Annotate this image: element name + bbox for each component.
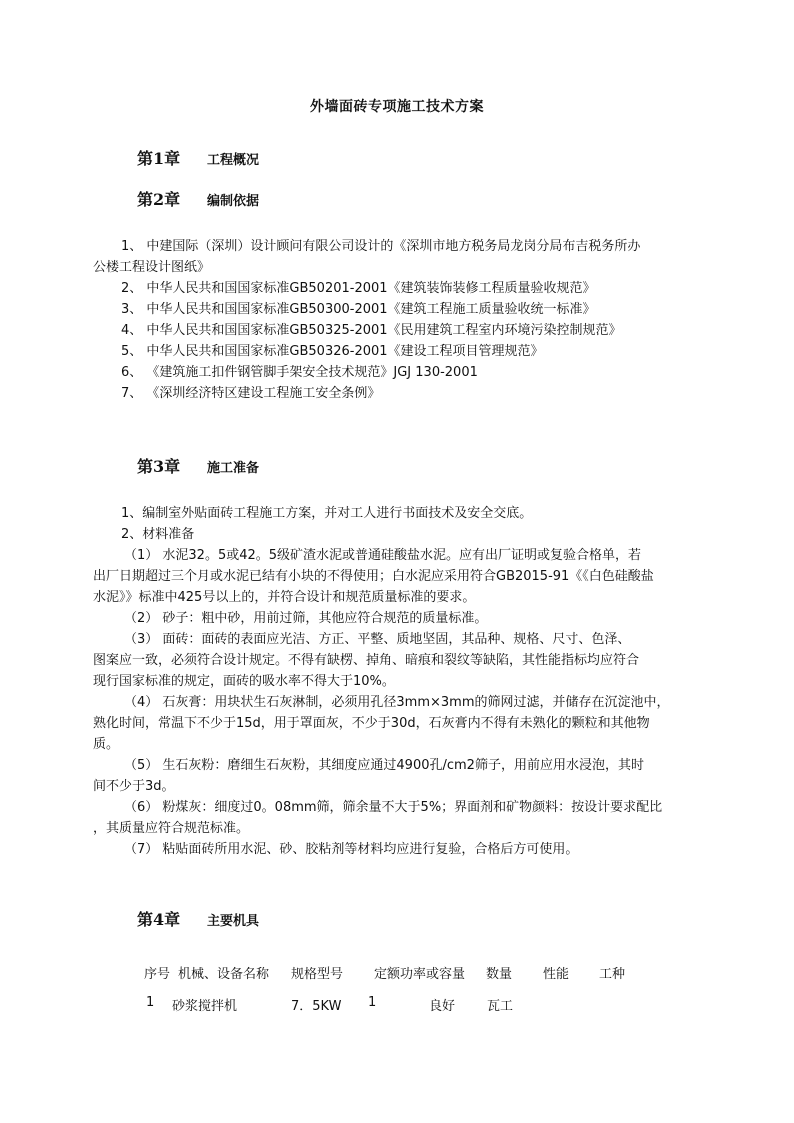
material-item-5-line-2: 间不少于3d。 xyxy=(93,779,175,794)
basis-item-1: 1、 中建国际（深圳）设计顾问有限公司设计的《深圳市地方税务局龙岗分局布吉税务所办 xyxy=(121,239,641,254)
material-item-4: （4） 石灰膏：用块状生石灰淋制，必须用孔径3mm×3mm的筛网过滤，并储存在沉淀池中， xyxy=(124,695,670,710)
chapter-2-heading xyxy=(137,187,259,210)
material-item-6-line-2: ，其质量应符合规范标准。 xyxy=(93,821,250,836)
chapter-title: 主要机具 xyxy=(207,914,260,929)
table-cell: 瓦工 xyxy=(487,999,514,1014)
column-header: 性能 xyxy=(543,967,570,982)
material-item-7: （7） 粘贴面砖所用水泥、砂、胶粘剂等材料均应进行复验，合格后方可使用。 xyxy=(124,842,579,857)
material-item-6: （6） 粉煤灰：细度过0。08mm筛，筛余量不大于5%；界面剂和矿物颜料：按设计要求配比 xyxy=(124,800,663,815)
material-item-1-line-3: 水泥》》标准中425号以上的，并符合设计和规范质量标准的要求。 xyxy=(93,590,476,605)
table-cell: 砂浆搅拌机 xyxy=(172,999,238,1014)
table-cell: 7．5KW xyxy=(291,999,342,1014)
table-cell: 1 xyxy=(368,995,377,1010)
chapter-1-heading xyxy=(137,146,259,169)
basis-item-6: 6、 《建筑施工扣件钢管脚手架安全技术规范》JGJ 130-2001 xyxy=(121,365,478,380)
prep-paragraph-1: 1、编制室外贴面砖工程施工方案，并对工人进行书面技术及安全交底。 xyxy=(121,506,533,521)
chapter-4-heading xyxy=(137,907,259,930)
material-item-3-line-3: 现行国家标准的规定，面砖的吸水率不得大于10%。 xyxy=(93,674,395,689)
chapter-title: 编制依据 xyxy=(207,194,260,209)
chapter-title: 工程概况 xyxy=(207,153,260,168)
column-header: 序号 xyxy=(144,967,171,982)
material-item-2: （2） 砂子：粗中砂，用前过筛，其他应符合规范的质量标准。 xyxy=(124,611,488,626)
column-header: 定额功率或容量 xyxy=(374,967,466,982)
material-item-1: （1） 水泥32。5或42。5级矿渣水泥或普通硅酸盐水泥。应有出厂证明或复验合格单，若 xyxy=(124,548,642,563)
basis-item-7: 7、 《深圳经济特区建设工程施工安全条例》 xyxy=(121,386,381,401)
column-header: 数量 xyxy=(486,967,513,982)
chapter-number: 第4章 xyxy=(137,910,181,929)
table-cell: 良好 xyxy=(429,999,456,1014)
material-item-3-line-2: 图案应一致，必须符合设计规定。不得有缺楞、掉角、暗痕和裂纹等缺陷，其性能指标均应符合 xyxy=(93,653,640,668)
basis-item-2: 2、 中华人民共和国国家标准GB50201-2001《建筑装饰装修工程质量验收规范》 xyxy=(121,281,596,296)
table-cell: 1 xyxy=(146,995,155,1010)
material-item-4-line-2: 熟化时间，常温下不少于15d，用于罩面灰，不少于30d，石灰膏内不得有未熟化的颗粒和其他物 xyxy=(93,716,650,731)
column-header: 规格型号 xyxy=(291,967,344,982)
basis-item-4: 4、 中华人民共和国国家标准GB50325-2001《民用建筑工程室内环境污染控制规范》 xyxy=(121,323,622,338)
chapter-number: 第2章 xyxy=(137,190,181,209)
chapter-number: 第1章 xyxy=(137,149,181,168)
material-item-4-line-3: 质。 xyxy=(93,737,120,752)
prep-paragraph-2: 2、材料准备 xyxy=(121,527,195,542)
column-header: 工种 xyxy=(599,967,626,982)
chapter-title: 施工准备 xyxy=(207,461,260,476)
document-title: 外墙面砖专项施工技术方案 xyxy=(310,99,484,115)
chapter-3-heading xyxy=(137,454,259,477)
material-item-5: （5） 生石灰粉：磨细生石灰粉，其细度应通过4900孔/cm2筛子，用前应用水浸泡，其时 xyxy=(124,758,644,773)
basis-item-3: 3、 中华人民共和国国家标准GB50300-2001《建筑工程施工质量验收统一标准》 xyxy=(121,302,596,317)
material-item-1-line-2: 出厂日期超过三个月或水泥已结有小块的不得使用；白水泥应采用符合GB2015-91《《白色硅酸盐 xyxy=(93,569,654,584)
column-header: 机械、设备名称 xyxy=(178,967,270,982)
table-row xyxy=(0,995,794,1015)
chapter-number: 第3章 xyxy=(137,457,181,476)
basis-item-5: 5、 中华人民共和国国家标准GB50326-2001《建设工程项目管理规范》 xyxy=(121,344,544,359)
material-item-3: （3） 面砖：面砖的表面应光洁、方正、平整、质地坚固，其品种、规格、尺寸、色泽、 xyxy=(124,632,631,647)
equipment-table-header xyxy=(0,963,794,983)
basis-item-1-cont: 公楼工程设计图纸》 xyxy=(93,260,211,275)
